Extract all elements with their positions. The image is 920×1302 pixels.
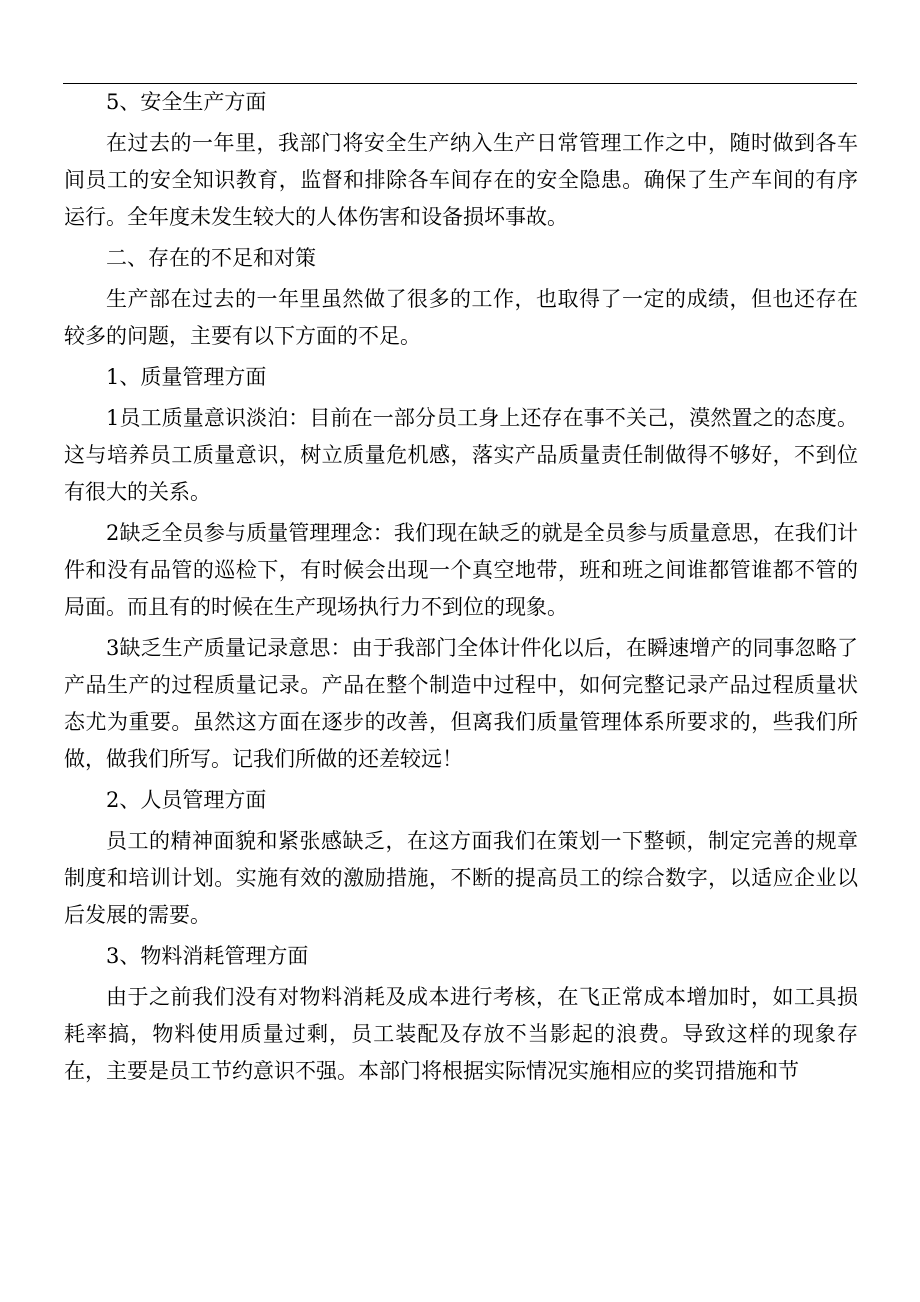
paragraph-quality-participation: 2缺乏全员参与质量管理理念：我们现在缺乏的就是全员参与质量意思，在我们计件和没有品管的巡检下，有时候会出现一个真空地带，班和班之间谁都管谁都不管的局面。而且有的时候在生产现场执行力不到位的现象。 xyxy=(64,521,858,619)
paragraph-shortcomings-intro: 生产部在过去的一年里虽然做了很多的工作，也取得了一定的成绩，但也还存在较多的问题，主要有以下方面的不足。 xyxy=(64,287,858,348)
paragraph-safety-production: 在过去的一年里，我部门将安全生产纳入生产日常管理工作之中，随时做到各车间员工的安全知识教育，监督和排除各车间存在的安全隐患。确保了生产车间的有序运行。全年度未发生较大的人体伤害和设备损坏事故。 xyxy=(64,131,858,229)
heading-shortcomings-and-countermeasures: 二、存在的不足和对策 xyxy=(106,246,316,270)
document-body xyxy=(64,84,858,1090)
paragraph-material-consumption: 由于之前我们没有对物料消耗及成本进行考核，在飞正常成本增加时，如工具损耗率搞，物料使用质量过剩，员工装配及存放不当影起的浪费。导致这样的现象存在，主要是员工节约意识不强。本部门将根据实际情况实施相应的奖罚措施和节 xyxy=(64,985,858,1083)
paragraph-personnel-management: 员工的精神面貌和紧张感缺乏，在这方面我们在策划一下整顿，制定完善的规章制度和培训计划。实施有效的激励措施，不断的提高员工的综合数字，以适应企业以后发展的需要。 xyxy=(64,829,858,927)
heading-quality-management: 1、质量管理方面 xyxy=(106,365,267,389)
heading-material-consumption: 3、物料消耗管理方面 xyxy=(106,944,309,968)
heading-personnel-management: 2、人员管理方面 xyxy=(106,788,267,812)
heading-safety-production: 5、安全生产方面 xyxy=(106,90,267,114)
paragraph-quality-records: 3缺乏生产质量记录意思：由于我部门全体计件化以后，在瞬速增产的同事忽略了产品生产的过程质量记录。产品在整个制造中过程中，如何完整记录产品过程质量状态尤为重要。虽然这方面在逐步的改善，但离我们质量管理体系所要求的，些我们所做，做我们所写。记我们所做的还差较远！ xyxy=(64,636,858,771)
paragraph-quality-awareness: 1员工质量意识淡泊：目前在一部分员工身上还存在事不关己，漠然置之的态度。这与培养员工质量意识，树立质量危机感，落实产品质量责任制做得不够好，不到位有很大的关系。 xyxy=(64,406,858,504)
